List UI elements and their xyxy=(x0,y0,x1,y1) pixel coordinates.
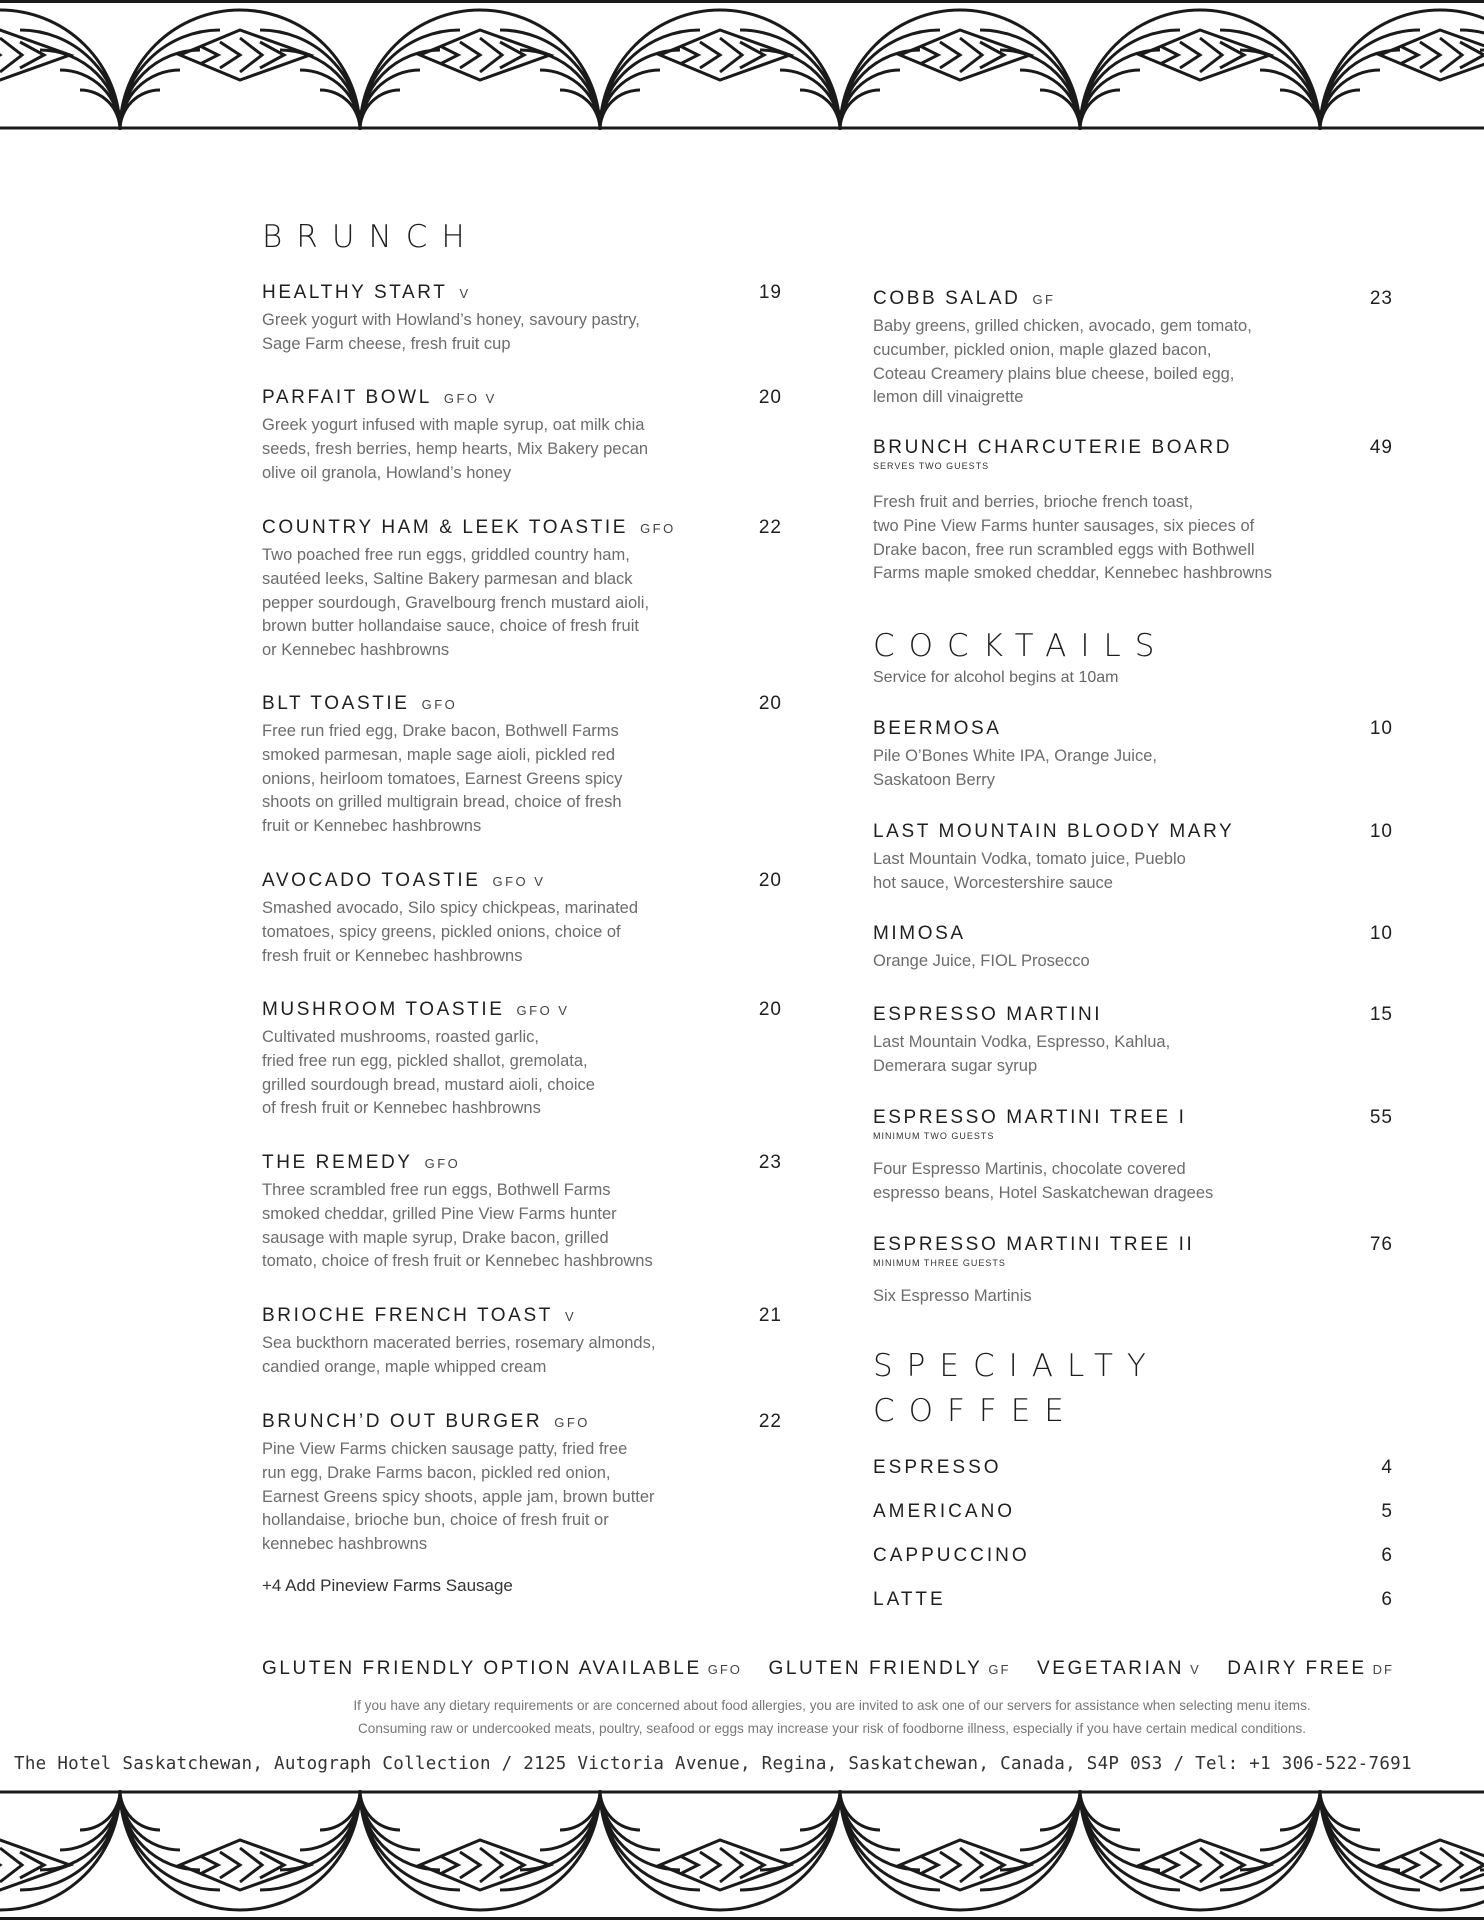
item-name: PARFAIT BOWL xyxy=(262,387,432,408)
item-name: HEALTHY START xyxy=(262,282,448,303)
brunch-item xyxy=(262,999,782,1121)
item-name: THE REMEDY xyxy=(262,1152,413,1173)
item-description: Pile O’Bones White IPA, Orange Juice, Saskatoon Berry xyxy=(873,747,1157,789)
brunch-item xyxy=(262,870,782,968)
item-description: Three scrambled free run eggs, Bothwell Farms smoked cheddar, grilled Pine View Farms hunter sausage with maple syrup, Drake bacon, grilled tomato, choice of fresh fruit or Kennebec hashbrowns xyxy=(262,1181,653,1271)
item-tag: V xyxy=(564,1309,577,1324)
coffee-item xyxy=(873,1589,1393,1611)
cocktail-item xyxy=(873,923,1393,974)
brunch-item xyxy=(262,387,782,485)
item-price: 55 xyxy=(1369,1107,1393,1128)
item-description: Smashed avocado, Silo spicy chickpeas, marinated tomatoes, spicy greens, pickled onions, choice of fresh fruit or Kennebec hashbrowns xyxy=(262,899,639,965)
item-tag: GFO V xyxy=(443,391,497,406)
cocktail-item xyxy=(873,1107,1393,1206)
legend-gf: GLUTEN FRIENDLY GF xyxy=(768,1658,1011,1679)
item-name: ESPRESSO MARTINI TREE I xyxy=(873,1107,1187,1128)
item-price: 20 xyxy=(758,870,782,891)
item-price: 76 xyxy=(1369,1234,1393,1255)
item-name: AVOCADO TOASTIE xyxy=(262,870,481,891)
item-description: Last Mountain Vodka, tomato juice, Pueblo hot sauce, Worcestershire sauce xyxy=(873,850,1186,892)
item-name: LAST MOUNTAIN BLOODY MARY xyxy=(873,821,1235,842)
coffee-item xyxy=(873,1545,1393,1567)
item-price: 22 xyxy=(758,1411,782,1432)
brunch-item xyxy=(873,437,1393,586)
hotel-address: The Hotel Saskatchewan, Autograph Collection / 2125 Victoria Avenue, Regina, Saskatchewan, Canada, S4P 0S3 / Tel: +1 306-522-7691 xyxy=(14,1754,1412,1774)
cocktail-item xyxy=(873,1004,1393,1079)
coffee-title-line2: COFFEE xyxy=(873,1393,1078,1429)
item-price: 20 xyxy=(758,387,782,408)
art-deco-pattern-bottom xyxy=(0,1790,1484,1920)
item-description: Orange Juice, FIOL Prosecco xyxy=(873,952,1090,970)
item-description: Greek yogurt infused with maple syrup, oat milk chia seeds, fresh berries, hemp hearts, Mix Bakery pecan olive oil granola, Howland’s honey xyxy=(262,416,649,482)
item-name: BRUNCH CHARCUTERIE BOARD xyxy=(873,437,1233,458)
brunch-item xyxy=(262,517,782,663)
item-description: Cultivated mushrooms, roasted garlic, fried free run egg, pickled shallot, gremolata, grilled sourdough bread, mustard aioli, choice of fresh fruit or Kennebec hashbrowns xyxy=(262,1028,595,1118)
item-name: COBB SALAD xyxy=(873,288,1021,309)
item-name: ESPRESSO MARTINI TREE II xyxy=(873,1234,1195,1255)
cocktail-item xyxy=(873,1234,1393,1309)
item-price: 6 xyxy=(1381,1545,1393,1566)
coffee-title-line1: SPECIALTY xyxy=(873,1348,1160,1384)
cocktails-section xyxy=(873,624,1393,687)
cocktails-title: COCKTAILS xyxy=(873,628,1169,664)
item-serving-note: MINIMUM THREE GUESTS xyxy=(873,1258,1006,1268)
item-price: 10 xyxy=(1369,821,1393,842)
legend-v: VEGETARIAN V xyxy=(1037,1658,1201,1679)
item-price: 19 xyxy=(758,282,782,303)
item-price: 10 xyxy=(1369,923,1393,944)
item-tag: GFO V xyxy=(516,1003,570,1018)
legend-df: DAIRY FREE DF xyxy=(1227,1658,1394,1679)
brunch-item xyxy=(262,693,782,839)
item-price: 23 xyxy=(758,1152,782,1173)
item-price: 5 xyxy=(1381,1501,1393,1522)
brunch-item xyxy=(262,1411,782,1557)
item-name: ESPRESSO MARTINI xyxy=(873,1004,1103,1025)
item-name: AMERICANO xyxy=(873,1501,1016,1522)
top-decorative-band xyxy=(0,0,1484,130)
item-description: Six Espresso Martinis xyxy=(873,1287,1032,1305)
brunch-item xyxy=(262,1305,782,1380)
art-deco-pattern-top xyxy=(0,0,1484,130)
item-name: MIMOSA xyxy=(873,923,966,944)
item-price: 49 xyxy=(1369,437,1393,458)
item-name: BRIOCHE FRENCH TOAST xyxy=(262,1305,553,1326)
item-description: Greek yogurt with Howland’s honey, savoury pastry, Sage Farm cheese, fresh fruit cup xyxy=(262,311,640,353)
item-name: MUSHROOM TOASTIE xyxy=(262,999,505,1020)
item-price: 21 xyxy=(758,1305,782,1326)
coffee-item xyxy=(873,1501,1393,1523)
coffee-item xyxy=(873,1457,1393,1479)
cocktail-item xyxy=(873,821,1393,896)
item-name: BEERMOSA xyxy=(873,718,1002,739)
item-price: 20 xyxy=(758,693,782,714)
item-tag: GF xyxy=(1032,292,1056,307)
addon-note: +4 Add Pineview Farms Sausage xyxy=(262,1576,513,1595)
item-name: BLT TOASTIE xyxy=(262,693,410,714)
item-description: Last Mountain Vodka, Espresso, Kahlua, Demerara sugar syrup xyxy=(873,1033,1171,1075)
bottom-decorative-band xyxy=(0,1790,1484,1920)
alcohol-service-note: Service for alcohol begins at 10am xyxy=(873,669,1119,686)
item-price: 20 xyxy=(758,999,782,1020)
item-description: Baby greens, grilled chicken, avocado, gem tomato, cucumber, pickled onion, maple glazed bacon, Coteau Creamery plains blue cheese, boiled egg, lemon dill vinaigrette xyxy=(873,317,1252,407)
item-price: 6 xyxy=(1381,1589,1393,1610)
allergy-disclaimer: If you have any dietary requirements or are concerned about food allergies, you are invited to ask one of our servers for assistance when selecting menu items. Consuming raw or undercooked meats, poultry, seafood or eggs may increase your risk of foodborne illness, especially if you have certain medical conditions. xyxy=(353,1698,1311,1736)
item-tag: GFO xyxy=(424,1156,461,1171)
item-price: 15 xyxy=(1369,1004,1393,1025)
item-tag: GFO V xyxy=(492,874,546,889)
specialty-coffee-section xyxy=(873,1344,1393,1434)
item-description: Free run fried egg, Drake bacon, Bothwell Farms smoked parmesan, maple sage aioli, pickled red onions, heirloom tomatoes, Earnest Greens spicy shoots on grilled multigrain bread, choice of fresh fruit or Kennebec hashbrowns xyxy=(262,722,623,836)
item-tag: GFO xyxy=(421,697,458,712)
legend-gfo: GLUTEN FRIENDLY OPTION AVAILABLE GFO xyxy=(262,1658,742,1679)
item-description: Four Espresso Martinis, chocolate covered espresso beans, Hotel Saskatchewan dragees xyxy=(873,1160,1214,1202)
item-tag: V xyxy=(459,286,471,301)
item-price: 23 xyxy=(1369,288,1393,309)
item-name: COUNTRY HAM & LEEK TOASTIE xyxy=(262,517,629,538)
item-name: BRUNCH’D OUT BURGER xyxy=(262,1411,543,1432)
item-description: Fresh fruit and berries, brioche french toast, two Pine View Farms hunter sausages, six pieces of Drake bacon, free run scrambled eggs with Bothwell Farms maple smoked cheddar, Kennebec hashbrowns xyxy=(873,493,1272,583)
brunch-item xyxy=(873,288,1393,410)
item-price: 10 xyxy=(1369,718,1393,739)
dietary-legend xyxy=(262,1658,1394,1680)
item-name: CAPPUCCINO xyxy=(873,1545,1030,1566)
item-serving-note: MINIMUM TWO GUESTS xyxy=(873,1131,995,1141)
brunch-title: BRUNCH xyxy=(262,219,479,255)
item-name: LATTE xyxy=(873,1589,946,1610)
brunch-item xyxy=(262,1152,782,1274)
cocktail-item xyxy=(873,718,1393,793)
item-price: 22 xyxy=(758,517,782,538)
item-serving-note: SERVES TWO GUESTS xyxy=(873,461,990,471)
item-description: Sea buckthorn macerated berries, rosemary almonds, candied orange, maple whipped cream xyxy=(262,1334,656,1376)
item-description: Pine View Farms chicken sausage patty, fried free run egg, Drake Farms bacon, pickled red onion, Earnest Greens spicy shoots, apple jam, brown butter hollandaise, brioche bun, choice of fresh fruit or kennebec hashbrowns xyxy=(262,1440,655,1554)
brunch-item xyxy=(262,282,782,357)
brunch-section xyxy=(262,215,782,260)
item-tag: GFO xyxy=(554,1415,590,1430)
item-description: Two poached free run eggs, griddled country ham, sautéed leeks, Saltine Bakery parmesan and black pepper sourdough, Gravelbourg french mustard aioli, brown butter hollandaise sauce, choice of fresh fruit or Kennebec hashbrowns xyxy=(262,546,650,660)
item-name: ESPRESSO xyxy=(873,1457,1002,1478)
item-price: 4 xyxy=(1381,1457,1393,1478)
item-tag: GFO xyxy=(640,521,676,536)
